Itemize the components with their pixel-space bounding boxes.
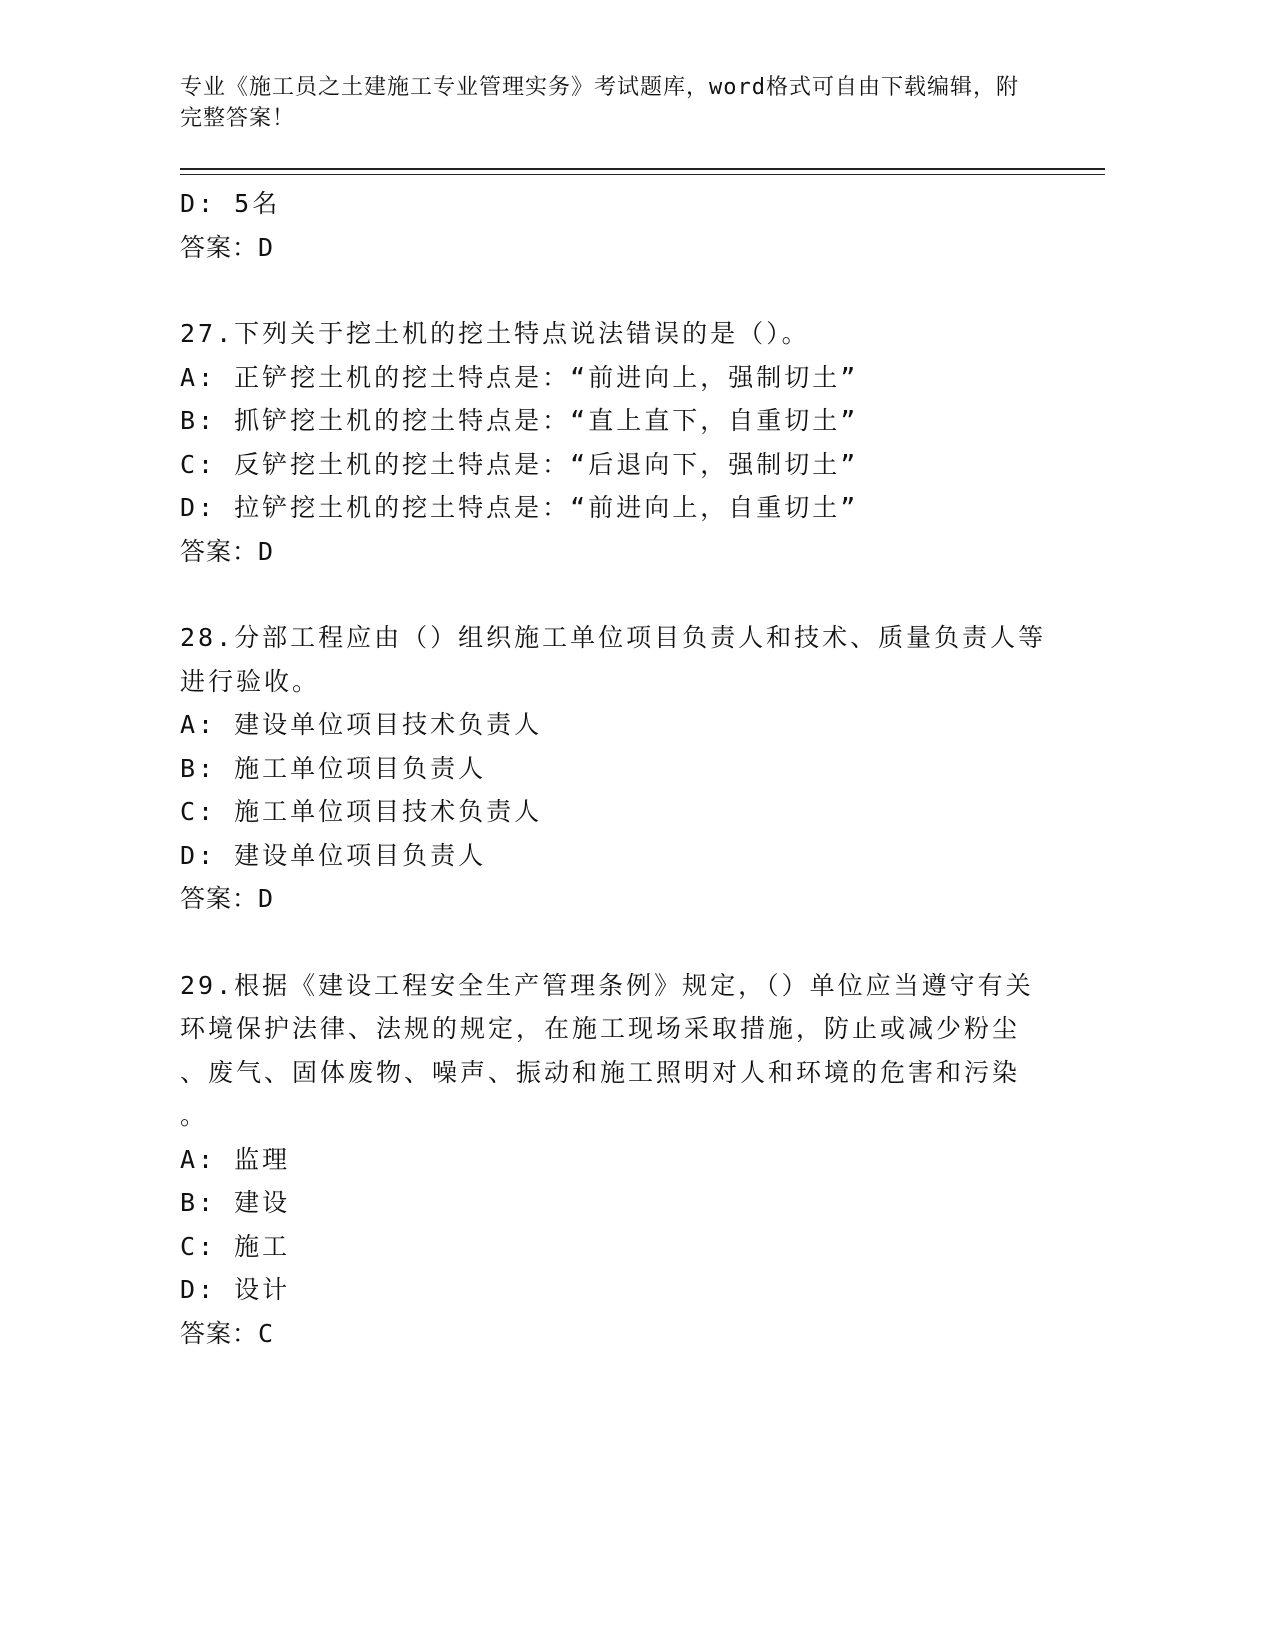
spacer [180,921,1040,964]
option-a: A: 监理 [180,1144,291,1174]
question-stem-line: 29.根据《建设工程安全生产管理条例》规定，（）单位应当遵守有关 [180,970,1034,1000]
question-stem-line: 。 [180,1101,209,1130]
question-28 [180,616,1047,921]
question-stem-line: 环境保护法律、法规的规定，在施工现场采取措施，防止或减少粉尘 [180,1014,1021,1043]
option-c: C: 反铲挖土机的挖土特点是：“后退向下，强制切土” [180,449,859,479]
option-c: C: 施工 [180,1231,291,1261]
question-content [180,182,1047,1355]
option-b: B: 施工单位项目负责人 [180,753,487,783]
option-a: A: 正铲挖土机的挖土特点是：“前进向上，强制切土” [180,362,859,392]
option-d: D: 拉铲挖土机的挖土特点是：“前进向上，自重切土” [180,493,859,522]
answer-line: 答案：D [180,232,275,262]
document-header: 专业《施工员之土建施工专业管理实务》考试题库，word格式可自由下载编辑，附完整答案！ [180,75,1019,131]
question-stem-line: 进行验收。 [180,666,321,696]
answer-line: 答案：D [180,884,275,913]
spacer [180,573,1040,616]
answer-line: 答案：D [180,536,275,566]
option-b: B: 抓铲挖土机的挖土特点是：“直上直下，自重切土” [180,406,859,435]
answer-line: 答案：C [180,1318,275,1348]
option-a: A: 建设单位项目技术负责人 [180,710,543,739]
spacer [180,269,1040,312]
question-29 [180,964,1040,1356]
option-d: D: 设计 [180,1275,291,1304]
option-b: B: 建设 [180,1188,291,1217]
question-stem-line: 28.分部工程应由（）组织施工单位项目负责人和技术、质量负责人等 [180,623,1047,652]
question-27 [180,312,1040,573]
question-stem-line: 、废气、固体废物、噪声、振动和施工照明对人和环境的危害和污染 [180,1057,1021,1087]
question-stem: 27.下列关于挖土机的挖土特点说法错误的是（）。 [180,319,810,348]
option-d: D: 建设单位项目负责人 [180,840,487,870]
option-d: D: 5名 [180,189,281,218]
header-divider-thick [180,168,1105,170]
option-c: C: 施工单位项目技术负责人 [180,797,543,826]
header-divider-thin [180,174,1105,175]
